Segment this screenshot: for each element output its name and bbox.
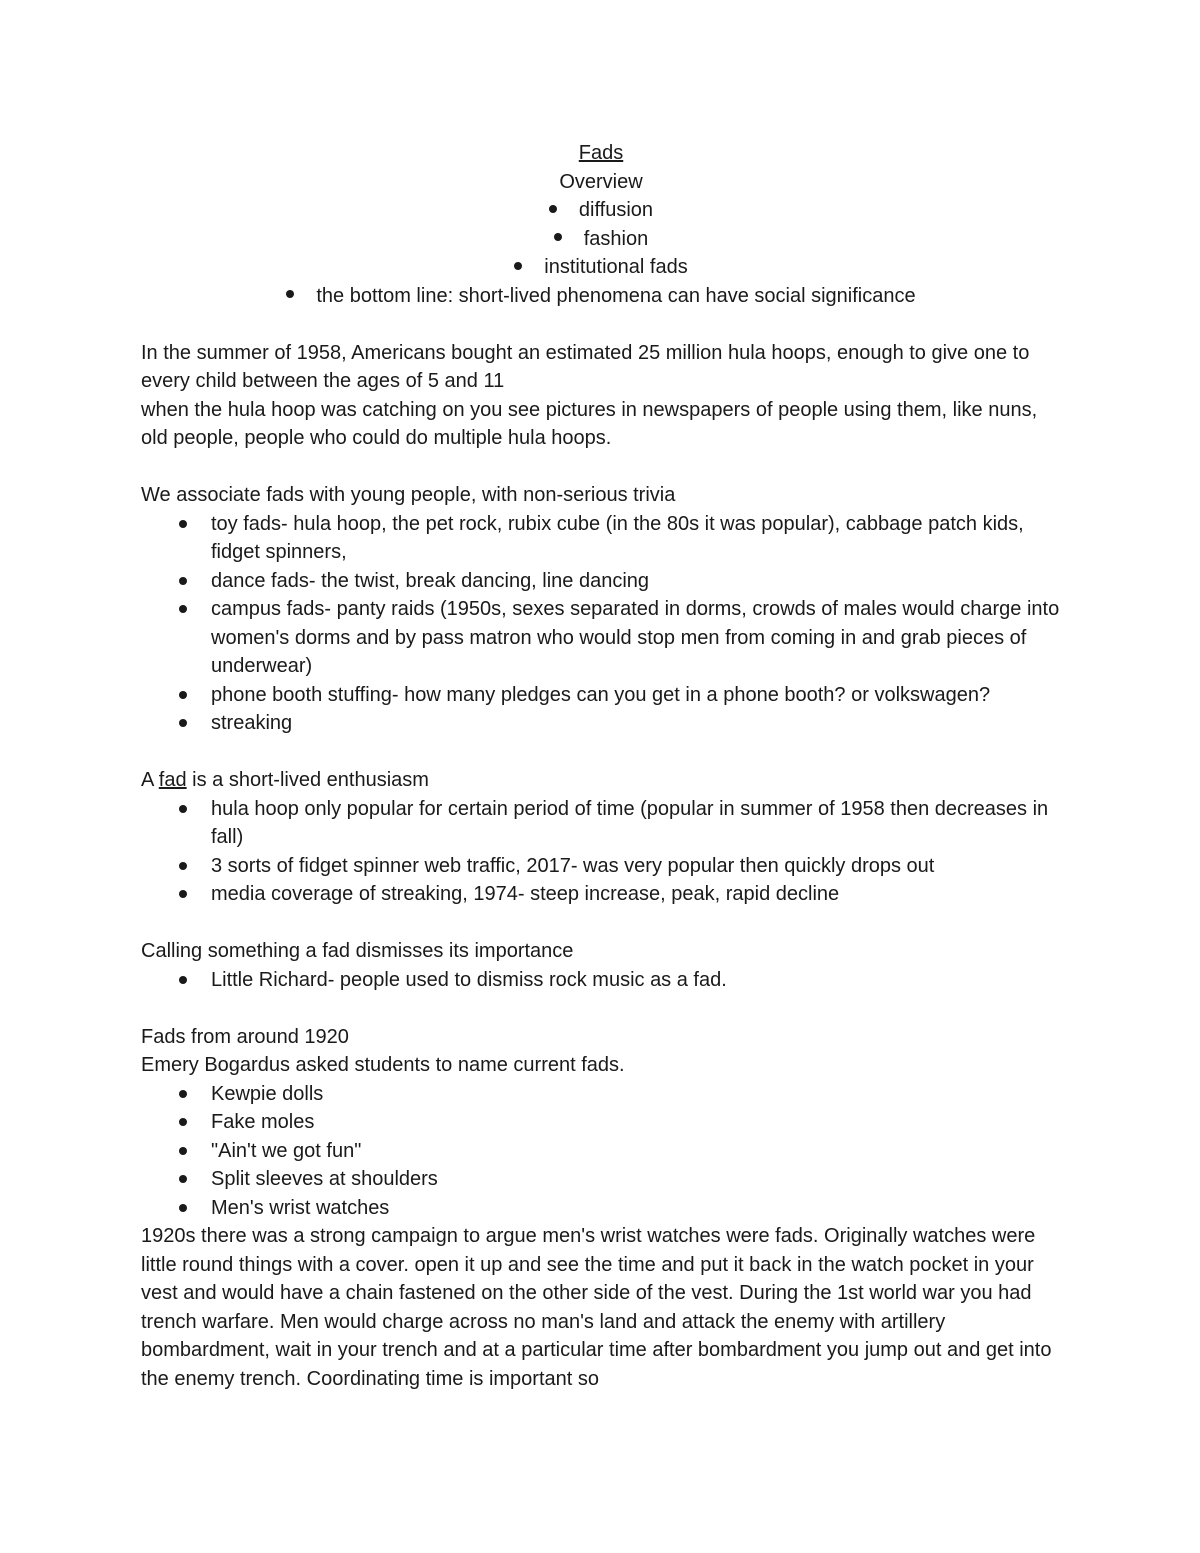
hula-paragraph-1: In the summer of 1958, Americans bought an estimated 25 million hula hoops, enough to give one to every child between the ages of 5 and 11 <box>141 341 1030 392</box>
bullet-icon <box>514 262 522 270</box>
fad-term: fad <box>158 769 187 791</box>
list-item: dance fads- the twist, break dancing, line dancing <box>211 567 1061 596</box>
fads1920-intro: Emery Bogardus asked students to name current fads. <box>141 1054 625 1076</box>
definition-list <box>141 795 1061 909</box>
hula-paragraph-2: when the hula hoop was catching on you see pictures in newspapers of people using them, like nuns, old people, people who could do multiple hula hoops. <box>141 398 1038 449</box>
list-item: "Ain't we got fun" <box>211 1137 1061 1166</box>
list-item: 3 sorts of fidget spinner web traffic, 2017- was very popular then quickly drops out <box>211 852 1061 881</box>
list-item: Little Richard- people used to dismiss rock music as a fad. <box>211 966 1061 995</box>
overview-item: diffusion <box>141 196 1061 225</box>
list-item: Kewpie dolls <box>211 1080 1061 1109</box>
spacer <box>141 453 1061 482</box>
bullet-icon <box>549 205 557 213</box>
spacer <box>141 310 1061 339</box>
overview-list <box>141 196 1061 310</box>
associate-list <box>141 510 1061 738</box>
overview-item: institutional fads <box>141 253 1061 282</box>
fads1920-heading: Fads from around 1920 <box>141 1025 349 1048</box>
list-item: Fake moles <box>211 1108 1061 1137</box>
associate-intro: We associate fads with young people, with non-serious trivia <box>141 484 676 506</box>
fads1920-list <box>141 1080 1061 1223</box>
overview-heading: Overview <box>559 170 643 193</box>
spacer <box>141 994 1061 1023</box>
dismiss-intro: Calling something a fad dismisses its importance <box>141 940 574 962</box>
document-page <box>141 139 1061 1393</box>
list-item: Split sleeves at shoulders <box>211 1165 1061 1194</box>
title-block <box>141 139 1061 168</box>
page-title: Fads <box>578 142 624 164</box>
list-item: phone booth stuffing- how many pledges can you get in a phone booth? or volkswagen? <box>211 681 1061 710</box>
definition-line: A fad is a short-lived enthusiasm <box>141 769 429 791</box>
list-item: streaking <box>211 709 1061 738</box>
spacer <box>141 738 1061 767</box>
dismiss-list <box>141 966 1061 995</box>
list-item: Men's wrist watches <box>211 1194 1061 1223</box>
overview-item: the bottom line: short-lived phenomena can have social significance <box>141 282 1061 311</box>
list-item: toy fads- hula hoop, the pet rock, rubix cube (in the 80s it was popular), cabbage patch kids, fidget spinners, <box>211 510 1061 567</box>
overview-item: fashion <box>141 225 1061 254</box>
bullet-icon <box>554 233 562 241</box>
list-item: media coverage of streaking, 1974- steep increase, peak, rapid decline <box>211 880 1061 909</box>
list-item: hula hoop only popular for certain period of time (popular in summer of 1958 then decreases in fall) <box>211 795 1061 852</box>
list-item: campus fads- panty raids (1950s, sexes separated in dorms, crowds of males would charge into women's dorms and by pass matron who would stop men from coming in and grab pieces of underwear) <box>211 595 1061 681</box>
bullet-icon <box>286 290 294 298</box>
watches-paragraph: 1920s there was a strong campaign to argue men's wrist watches were fads. Originally watches were little round things with a cover. open it up and see the time and put it back in the watch pocket in your vest and would have a chain fastened on the other side of the vest. During the 1st world war you had trench warfare. Men would charge across no man's land and attack the enemy with artillery bombardment, wait in your trench and at a particular time after bombardment you jump out and get into the enemy trench. Coordinating time is important so <box>141 1225 1052 1390</box>
spacer <box>141 909 1061 938</box>
